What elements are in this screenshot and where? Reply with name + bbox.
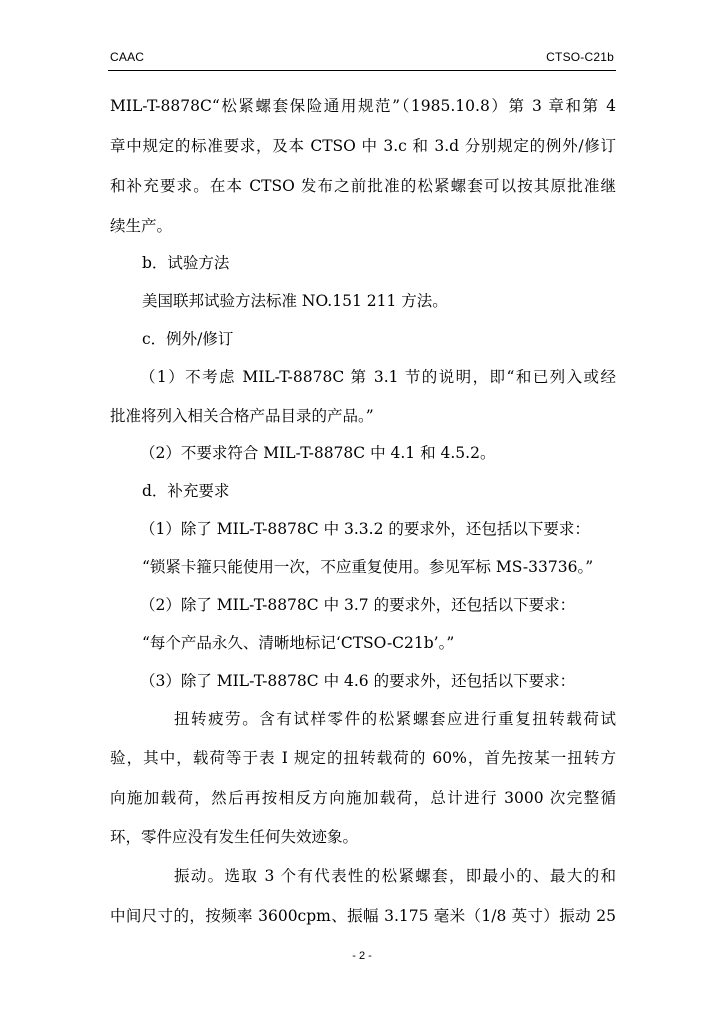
section-heading: d．补充要求 [142,482,230,500]
page-number: - 2 - [352,950,372,962]
text-line: 续生产。 [110,217,173,235]
text-line: 验，其中，载荷等于表 I 规定的扭转载荷的 60%，首先按某一扭转方 [110,749,616,767]
text-line: “锁紧卡箍只能使用一次，不应重复使用。参见军标 MS-33736。” [142,558,594,576]
text-line: MIL-T-8878C“松紧螺套保险通用规范”（1985.10.8）第 3 章和第 4 [110,97,616,115]
text-line: 中间尺寸的，按频率 3600cpm、振幅 3.175 毫米（1/8 英寸）振动 25 [110,907,616,925]
text-line: “每个产品永久、清晰地标记‘CTSO-C21b’。” [142,634,455,652]
text-line: 章中规定的标准要求，及本 CTSO 中 3.c 和 3.d 分别规定的例外/修订 [110,137,616,155]
text-line: （1）除了 MIL-T-8878C 中 3.3.2 的要求外，还包括以下要求： [140,520,590,538]
text-line: 振动。选取 3 个有代表性的松紧螺套，即最小的、最大的和 [174,867,616,885]
text-line: 批准将列入相关合格产品目录的产品。” [110,407,374,425]
text-line: 扭转疲劳。含有试样零件的松紧螺套应进行重复扭转载荷试 [174,710,616,728]
text-line: 美国联邦试验方法标准 NO.151 211 方法。 [142,292,448,310]
header-rule [108,70,616,71]
header-right: CTSO-C21b [546,50,614,64]
header-left: CAAC [110,50,145,64]
text-line: （2）不要求符合 MIL-T-8878C 中 4.1 和 4.5.2。 [140,444,496,462]
text-line: 和补充要求。在本 CTSO 发布之前批准的松紧螺套可以按其原批准继 [110,177,616,195]
text-line: 向施加载荷，然后再按相反方向施加载荷，总计进行 3000 次完整循 [110,789,616,807]
text-line: （2）除了 MIL-T-8878C 中 3.7 的要求外，还包括以下要求： [140,596,576,614]
section-heading: b．试验方法 [142,254,230,272]
text-line: （3）除了 MIL-T-8878C 中 4.6 的要求外，还包括以下要求： [140,672,576,690]
text-line: 环，零件应没有发生任何失效迹象。 [110,828,359,846]
text-line: （1）不考虑 MIL-T-8878C 第 3.1 节的说明，即“和已列入或经 [140,368,616,386]
section-heading: c．例外/修订 [142,330,234,348]
